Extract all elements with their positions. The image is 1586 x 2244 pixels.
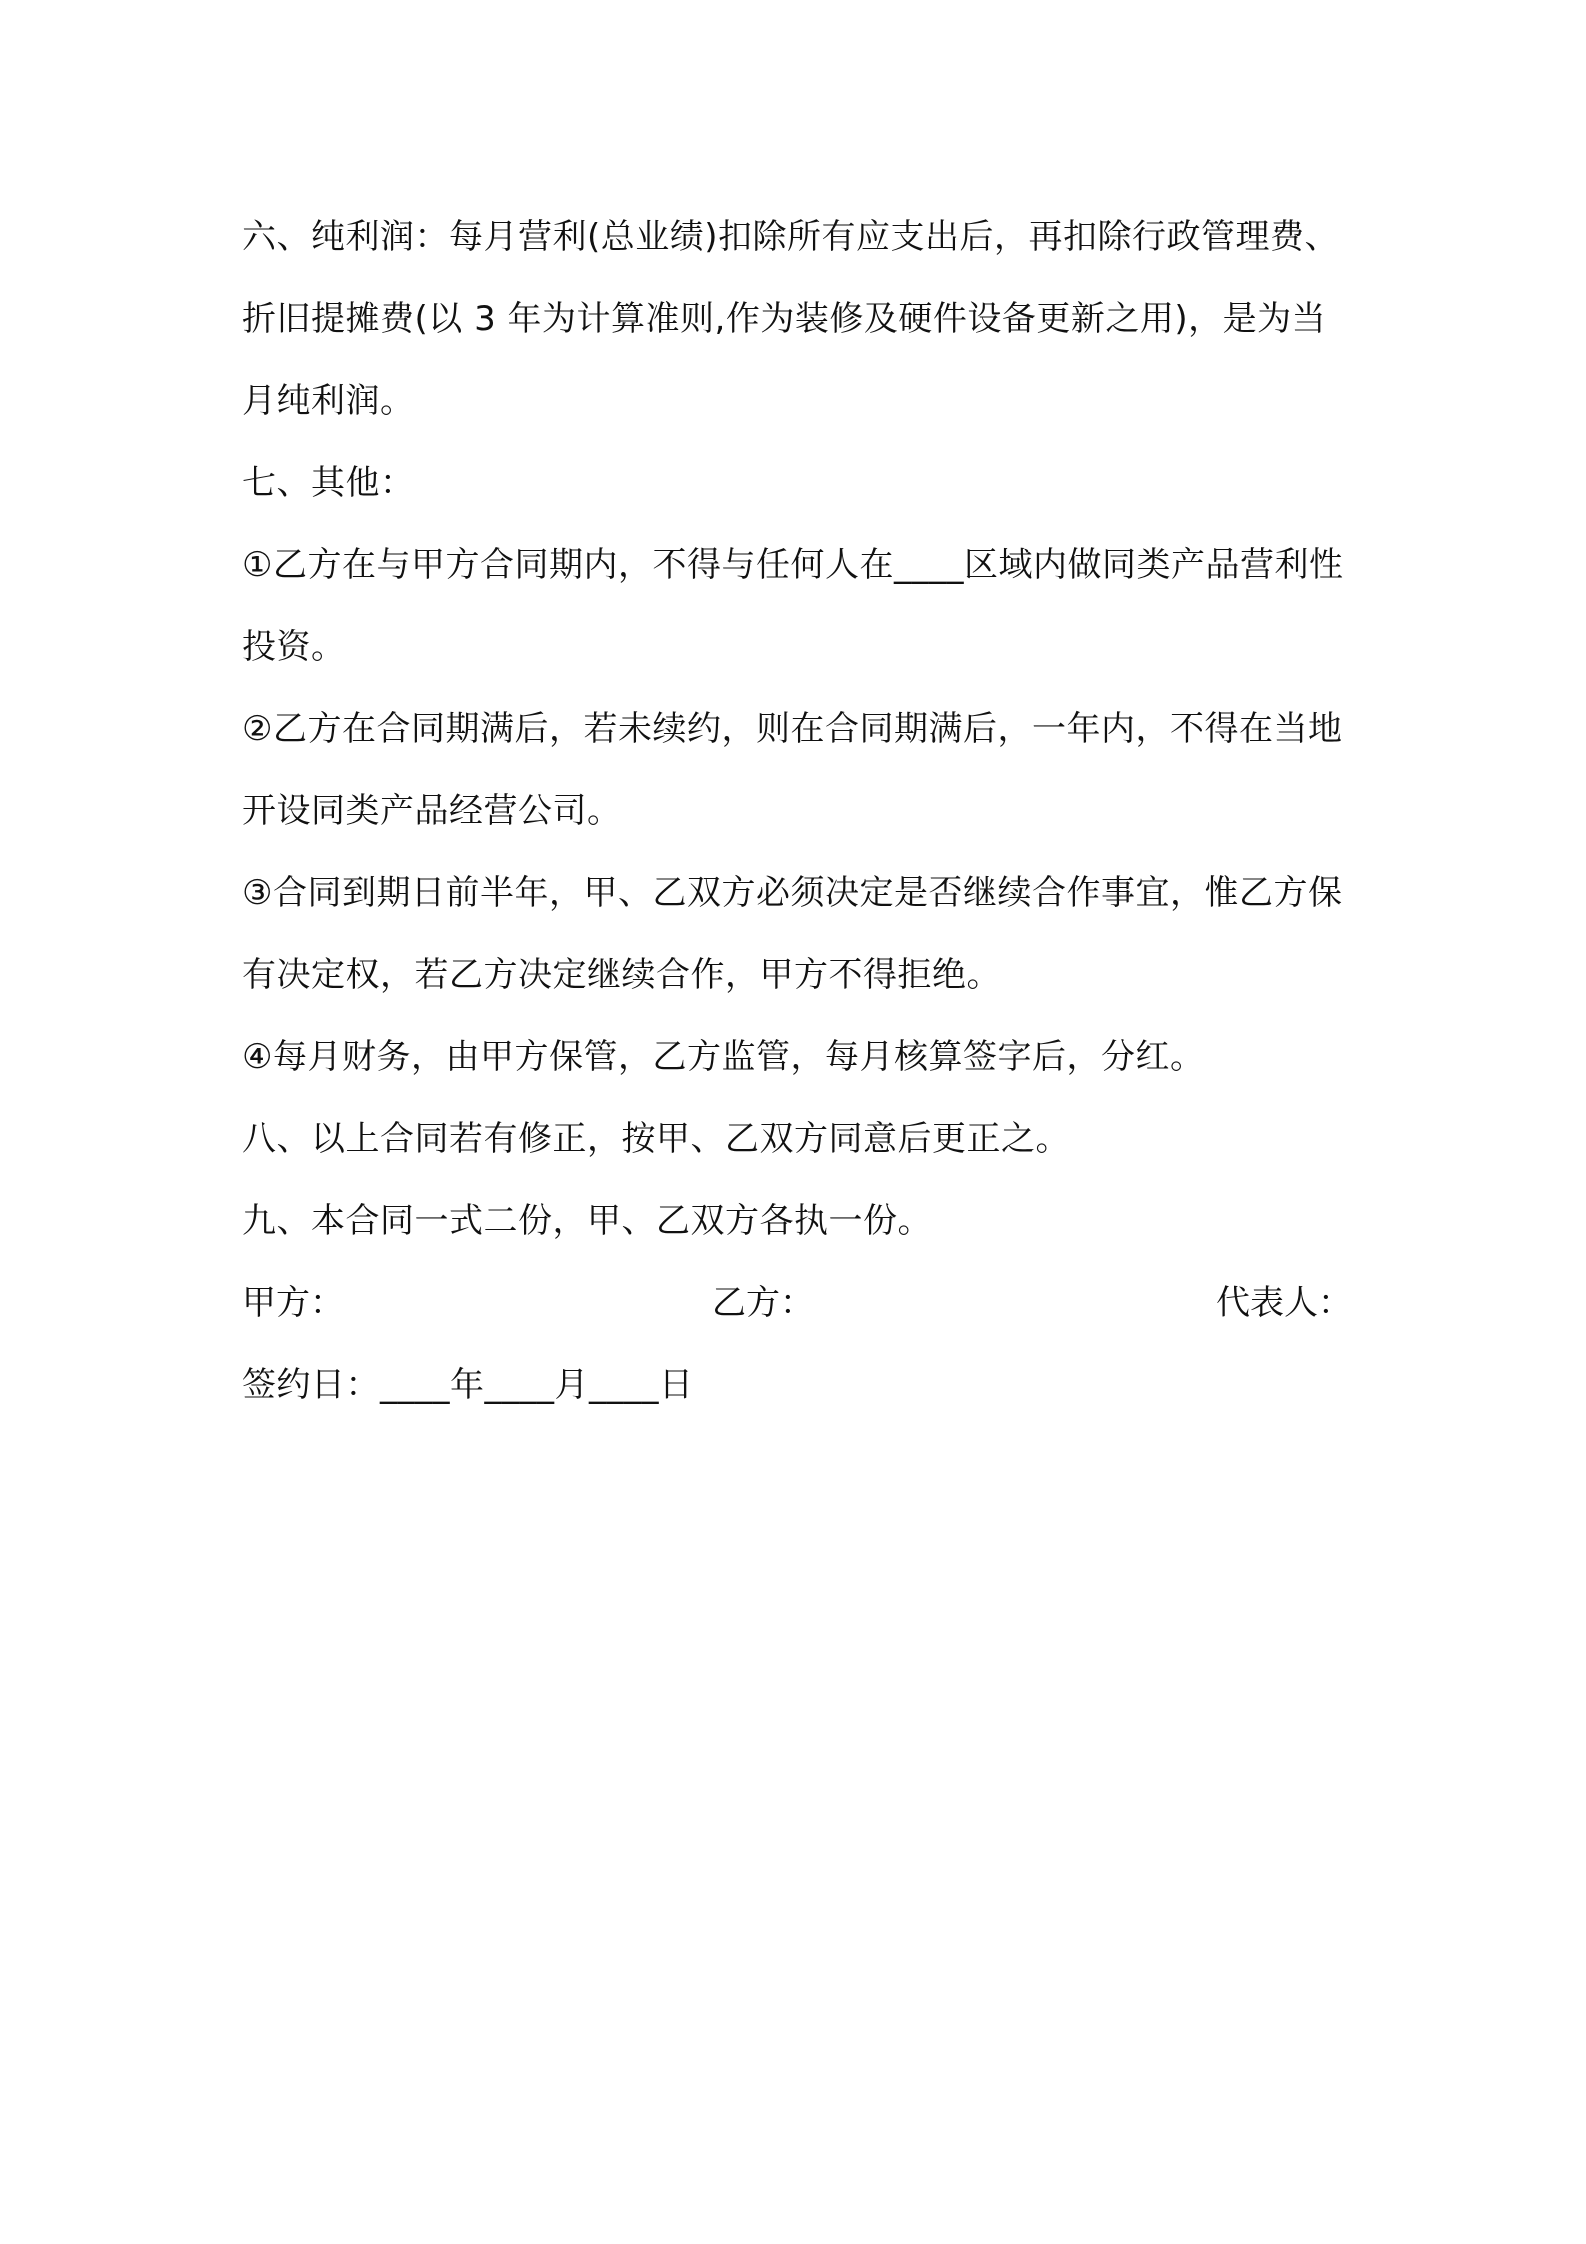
clause-nine-copies: 九、本合同一式二份，甲、乙双方各执一份。 bbox=[242, 1201, 932, 1241]
clause-seven-item-4: ④每月财务，由甲方保管，乙方监管，每月核算签字后，分红。 bbox=[242, 1037, 1205, 1077]
clause-seven-item-2: ②乙方在合同期满后，若未续约，则在合同期满后，一年内，不得在当地开设同类产品经营公司。 bbox=[242, 709, 1343, 831]
party-b-label: 乙方： bbox=[712, 1283, 814, 1323]
party-a-label: 甲方： bbox=[242, 1283, 344, 1323]
clause-seven-heading: 七、其他： bbox=[242, 463, 415, 503]
sign-date-line: 签约日：____年____月____日 bbox=[242, 1365, 694, 1405]
clause-seven-item-1: ①乙方在与甲方合同期内，不得与任何人在____区域内做同类产品营利性投资。 bbox=[242, 545, 1344, 667]
clause-six-net-profit: 六、纯利润：每月营利(总业绩)扣除所有应支出后，再扣除行政管理费、折旧提摊费(以 3 年为计算准则,作为装修及硬件设备更新之用)，是为当月纯利润。 bbox=[242, 217, 1340, 421]
representative-label: 代表人： bbox=[1216, 1283, 1352, 1323]
clause-eight-amendment: 八、以上合同若有修正，按甲、乙双方同意后更正之。 bbox=[242, 1119, 1070, 1159]
signature-row bbox=[242, 1262, 1352, 1344]
clause-seven-item-3: ③合同到期日前半年，甲、乙双方必须决定是否继续合作事宜，惟乙方保有决定权，若乙方决定继续合作，甲方不得拒绝。 bbox=[242, 873, 1343, 995]
document-body bbox=[242, 196, 1352, 1426]
